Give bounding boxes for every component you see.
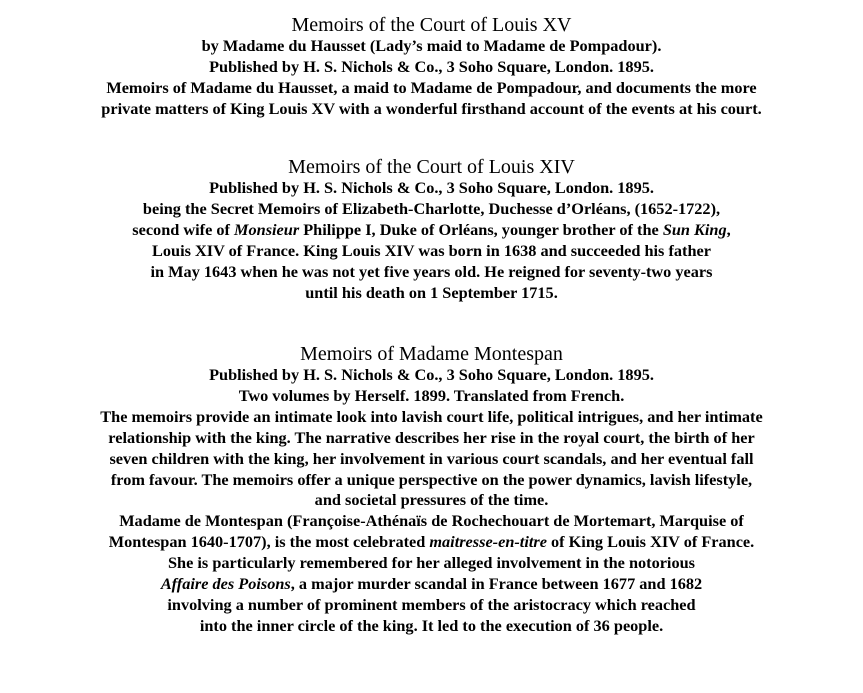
text-line: and societal pressures of the time. bbox=[314, 490, 549, 510]
section-louis-xiv bbox=[0, 156, 863, 303]
text-line: The memoirs provide an intimate look into lavish court life, political intrigues, and her intimate bbox=[100, 406, 763, 426]
text-segment: , a major murder scandal in France between 1677 and 1682 bbox=[290, 574, 703, 594]
text-segment: of King Louis XIV of France. bbox=[546, 532, 755, 552]
text-line: Published by H. S. Nichols & Co., 3 Soho Square, London. 1895. bbox=[209, 56, 654, 76]
text-line: Madame de Montespan (Françoise-Athénaïs de Rochechouart de Mortemart, Marquise of bbox=[119, 511, 744, 531]
text-line: Published by H. S. Nichols & Co., 3 Soho Square, London. 1895. bbox=[209, 365, 654, 384]
section-montespan bbox=[0, 343, 863, 637]
text-line: Two volumes by Herself. 1899. Translated from French. bbox=[238, 385, 625, 405]
text-segment: Philippe I, Duke of Orléans, younger brother of the bbox=[299, 219, 663, 239]
italic-term: Affaire des Poisons bbox=[160, 574, 291, 594]
text-line: Memoirs of Madame du Hausset, a maid to Madame de Pompadour, and documents the more bbox=[106, 77, 757, 97]
text-line: being the Secret Memoirs of Elizabeth-Charlotte, Duchesse d’Orléans, (1652-1722), bbox=[142, 198, 721, 218]
text-line bbox=[0, 532, 863, 553]
text-line: She is particularly remembered for her alleged involvement in the notorious bbox=[168, 553, 695, 573]
text-line: Louis XIV of France. King Louis XIV was born in 1638 and succeeded his father bbox=[152, 240, 711, 260]
italic-term: Monsieur bbox=[234, 219, 300, 239]
text-line: private matters of King Louis XV with a wonderful firsthand account of the events at his court. bbox=[101, 98, 762, 118]
section-title: Memoirs of the Court of Louis XV bbox=[291, 14, 572, 36]
section-title: Memoirs of the Court of Louis XIV bbox=[288, 156, 575, 178]
section-louis-xv bbox=[0, 14, 863, 120]
text-line: by Madame du Hausset (Lady’s maid to Madame de Pompadour). bbox=[201, 36, 662, 55]
italic-term: maitresse-en-titre bbox=[429, 532, 547, 552]
text-line: in May 1643 when he was not yet five years old. He reigned for seventy-two years bbox=[150, 261, 713, 281]
text-segment: , bbox=[726, 219, 731, 239]
text-line: involving a number of prominent members of the aristocracy which reached bbox=[167, 594, 696, 614]
text-line: from favour. The memoirs offer a unique perspective on the power dynamics, lavish lifestyle, bbox=[110, 469, 753, 489]
text-segment: Montespan 1640-1707), is the most celebrated bbox=[108, 532, 430, 552]
text-line bbox=[0, 574, 863, 595]
text-line bbox=[0, 220, 863, 241]
text-line: into the inner circle of the king. It led to the execution of 36 people. bbox=[199, 615, 664, 635]
text-line: until his death on 1 September 1715. bbox=[305, 282, 558, 302]
section-title: Memoirs of Madame Montespan bbox=[300, 343, 563, 365]
text-line: relationship with the king. The narrative describes her rise in the royal court, the birth of her bbox=[108, 427, 755, 447]
text-line: Published by H. S. Nichols & Co., 3 Soho Square, London. 1895. bbox=[209, 178, 654, 197]
text-line: seven children with the king, her involvement in various court scandals, and her eventual fall bbox=[109, 448, 754, 468]
text-segment: second wife of bbox=[132, 219, 235, 239]
italic-term: Sun King bbox=[662, 219, 727, 239]
